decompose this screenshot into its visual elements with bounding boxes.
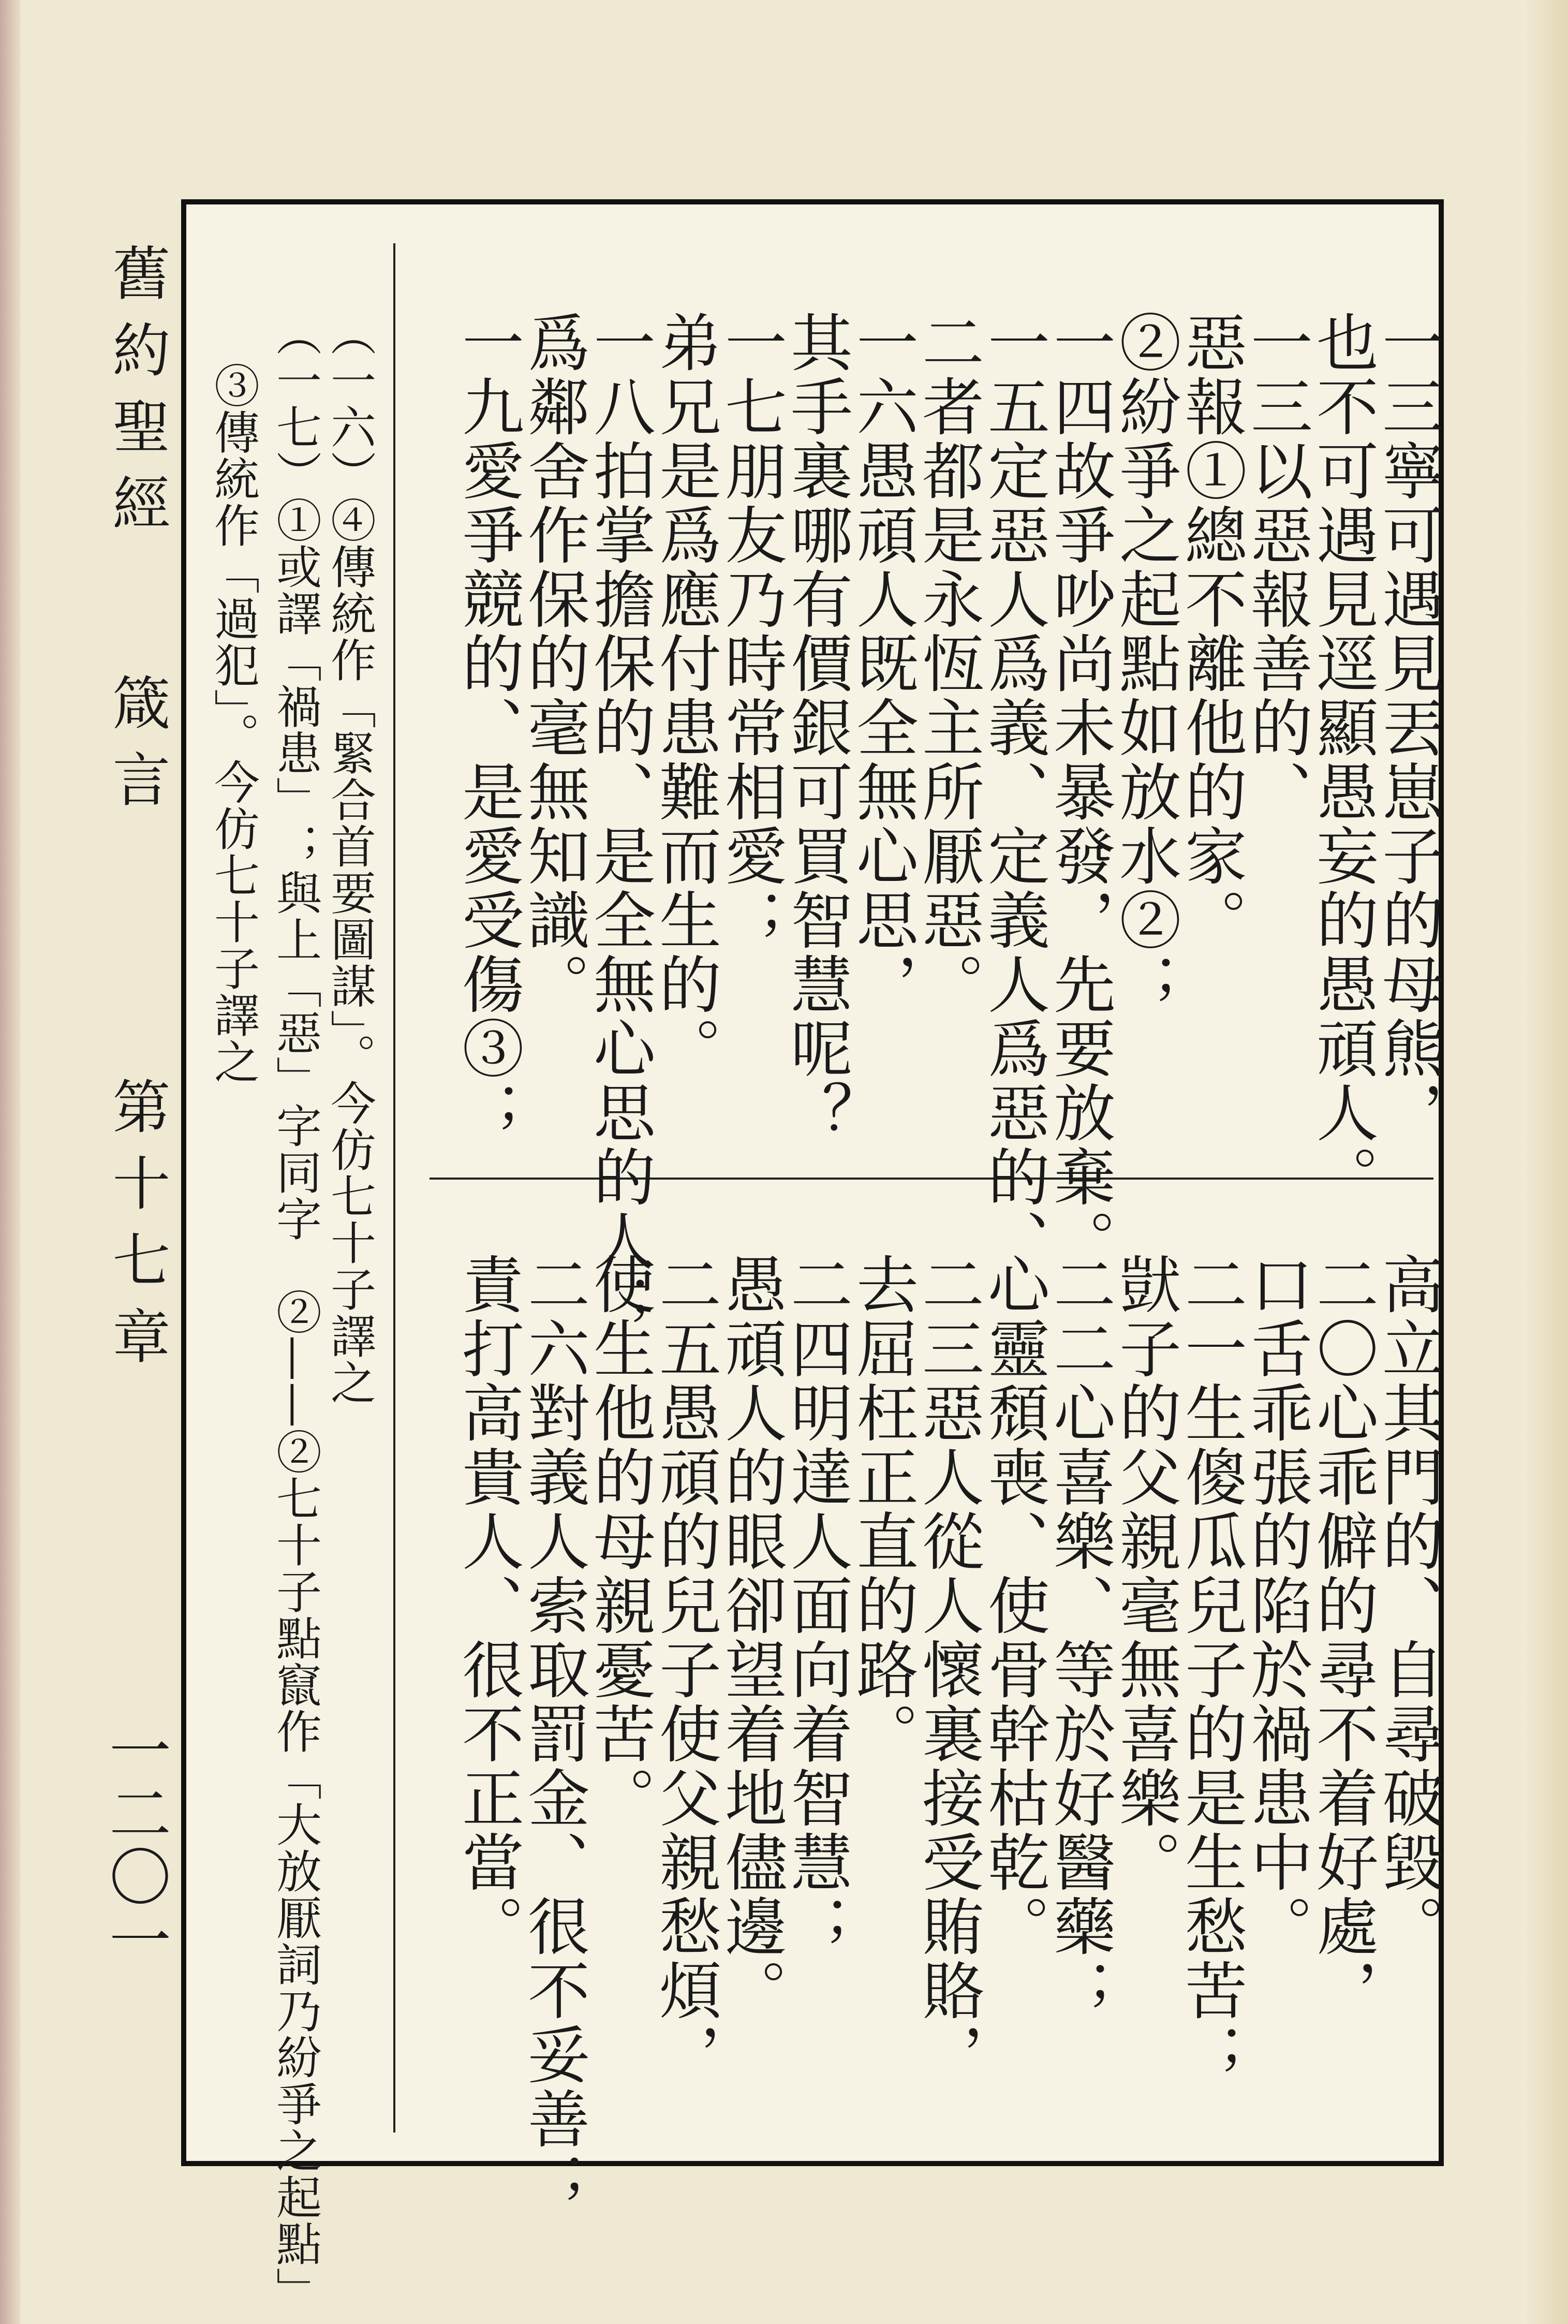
verse-line: 口舌乖張的陷於禍患中。: [1240, 1253, 1312, 1959]
page-edge-left: [0, 0, 21, 2324]
verse-line: 責打高貴人、很不正當。: [452, 1253, 524, 1959]
verse-line: 弟兄是爲應付患難而生的。: [649, 311, 721, 1081]
verse-line: 二者都是永恆主所厭惡。: [912, 311, 984, 1017]
verse-line: 去屈枉正直的路。: [846, 1253, 918, 1766]
footnote: ③傳統作「過犯」。今仿七十子譯之: [207, 362, 260, 1085]
verse-line: 使生他的母親憂苦。: [583, 1253, 655, 1830]
verse-line: 惡報①總不離他的家。: [1175, 311, 1247, 952]
verse-line: 二〇心乖僻的尋不着好處，: [1306, 1253, 1378, 2023]
book-title: 舊約聖經: [103, 243, 170, 550]
verse-line: 二三惡人從人懷裏接受賄賂，: [912, 1253, 984, 2087]
footnote: （一七）①或譯「禍患」；與上「惡」字同字 ②——②七十子點竄作「大放厭詞乃紛爭之起點」: [269, 311, 322, 2314]
verse-line: 一四故爭吵尚未暴發，先要放棄。: [1043, 311, 1115, 1273]
section-title: 箴言: [103, 673, 170, 826]
verse-line: 二四明達人面向着智慧；: [780, 1253, 852, 1959]
verse-line: 爲鄰舍作保的毫無知識。: [517, 311, 589, 1017]
chapter-label: 第十七章: [103, 1077, 170, 1383]
verse-line: 一三以惡報善的、: [1240, 311, 1312, 824]
verse-line: 獃子的父親毫無喜樂。: [1109, 1253, 1181, 1894]
verse-line: 一六愚頑人既全無心思，: [846, 311, 918, 1017]
verse-line: 一五定惡人爲義、定義人爲惡的、: [978, 311, 1049, 1273]
verse-line: 高立其門的、自尋破毀。: [1372, 1253, 1444, 1959]
block-divider: [430, 1178, 1433, 1180]
verse-line: 二五愚頑的兒子使父親愁煩，: [649, 1253, 721, 2087]
verse-line: 一三寧可遇見丟崽子的母熊，: [1372, 311, 1444, 1145]
verse-line: 愚頑人的眼卻望着地儘邊。: [715, 1253, 787, 2023]
page-number: 一二〇一: [99, 1718, 171, 1971]
verse-line: 二二心喜樂、等於好醫藥；: [1043, 1253, 1115, 2023]
verse-line: 也不可遇見逕顯愚妄的愚頑人。: [1306, 311, 1378, 1209]
verse-line: 其手裏哪有價銀可買智慧呢？: [780, 311, 852, 1145]
verse-line: 二一生傻瓜兒子的是生愁苦；: [1175, 1253, 1247, 2087]
verse-line: 一七朋友乃時常相愛；: [715, 311, 787, 952]
footnote: （一六）④傳統作「緊合首要圖謀」。今仿七十子譯之: [323, 311, 377, 1406]
page-edge-right: [1521, 0, 1568, 2324]
verse-line: 心靈頹喪、使骨幹枯乾。: [978, 1253, 1049, 1959]
verse-line: 一九愛爭競的、是愛受傷③；: [452, 311, 524, 1145]
verse-line: 二六對義人索取罰金、很不妥善；: [517, 1253, 589, 2215]
verse-line: 一八拍掌擔保的、是全無心思的人；: [583, 311, 655, 1337]
verse-line: ②紛爭之起點如放水②；: [1109, 311, 1181, 1017]
footnote-divider: [393, 243, 395, 2132]
